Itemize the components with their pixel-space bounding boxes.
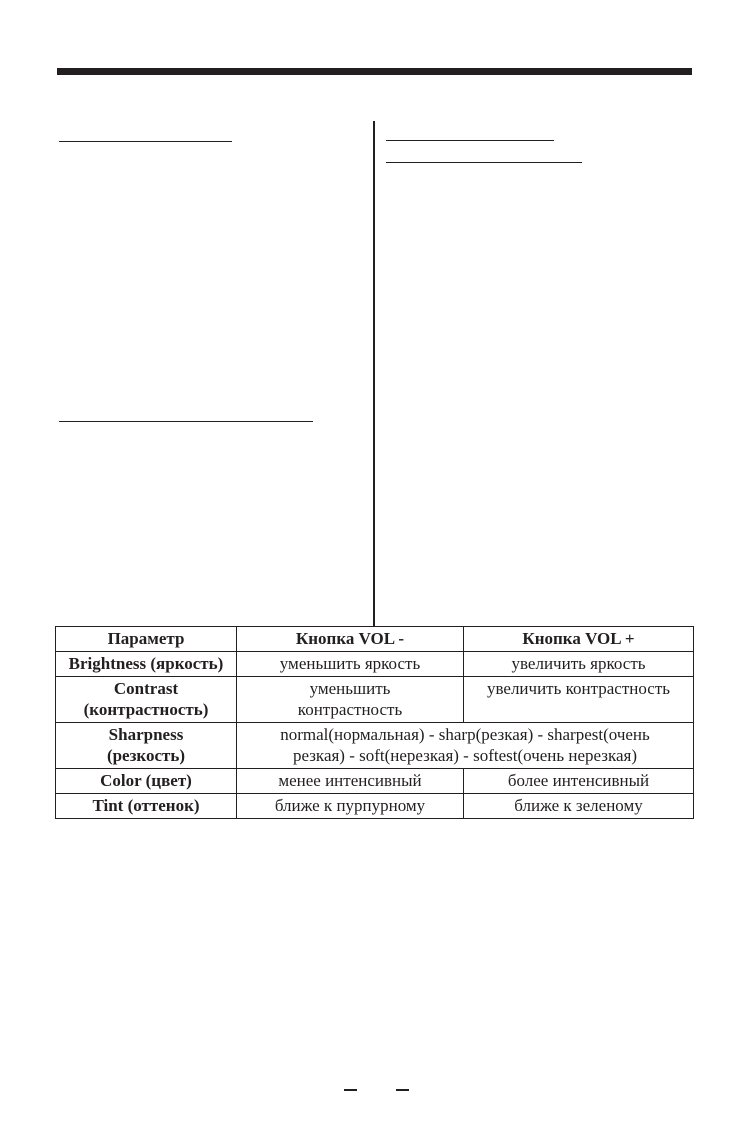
param-contrast — [56, 677, 237, 723]
param-sharpness-line1: Sharpness — [108, 725, 184, 744]
header-rule — [57, 68, 692, 75]
contrast-vol-plus: увеличить контрастность — [464, 677, 694, 723]
left-heading-underline — [59, 141, 232, 142]
param-brightness: Brightness (яркость) — [56, 652, 237, 677]
header-parameter: Параметр — [56, 627, 237, 652]
sharpness-values — [237, 723, 694, 769]
right-subheading-underline — [386, 162, 582, 163]
param-sharpness — [56, 723, 237, 769]
param-tint: Tint (оттенок) — [56, 794, 237, 819]
tint-vol-minus: ближе к пурпурному — [237, 794, 464, 819]
right-heading-underline — [386, 140, 554, 141]
brightness-vol-plus: увеличить яркость — [464, 652, 694, 677]
header-vol-minus: Кнопка VOL - — [237, 627, 464, 652]
param-contrast-line1: Contrast — [113, 679, 179, 698]
color-vol-plus: более интенсивный — [464, 769, 694, 794]
table-header-row — [56, 627, 694, 652]
sharpness-values-line1: normal(нормальная) - sharp(резкая) - sharpest(очень — [280, 725, 650, 744]
table-row-sharpness — [56, 723, 694, 769]
table-row-color — [56, 769, 694, 794]
brightness-vol-minus: уменьшить яркость — [237, 652, 464, 677]
table-row-tint — [56, 794, 694, 819]
page-number-dash-left — [344, 1089, 357, 1091]
sharpness-values-line2: резкая) - soft(нерезкая) - softest(очень нерезкая) — [292, 746, 638, 765]
table-row-contrast — [56, 677, 694, 723]
header-vol-plus: Кнопка VOL + — [464, 627, 694, 652]
left-subheading-underline — [59, 421, 313, 422]
param-contrast-line2: (контрастность) — [83, 700, 209, 719]
page-number-dash-right — [396, 1089, 409, 1091]
column-divider — [373, 121, 375, 626]
param-color: Color (цвет) — [56, 769, 237, 794]
color-vol-minus: менее интенсивный — [237, 769, 464, 794]
param-sharpness-line2: (резкость) — [106, 746, 186, 765]
contrast-vol-minus-line1: уменьшить — [309, 679, 391, 698]
tint-vol-plus: ближе к зеленому — [464, 794, 694, 819]
picture-settings-table — [55, 626, 694, 819]
contrast-vol-minus — [237, 677, 464, 723]
table-row-brightness — [56, 652, 694, 677]
contrast-vol-minus-line2: контрастность — [297, 700, 403, 719]
